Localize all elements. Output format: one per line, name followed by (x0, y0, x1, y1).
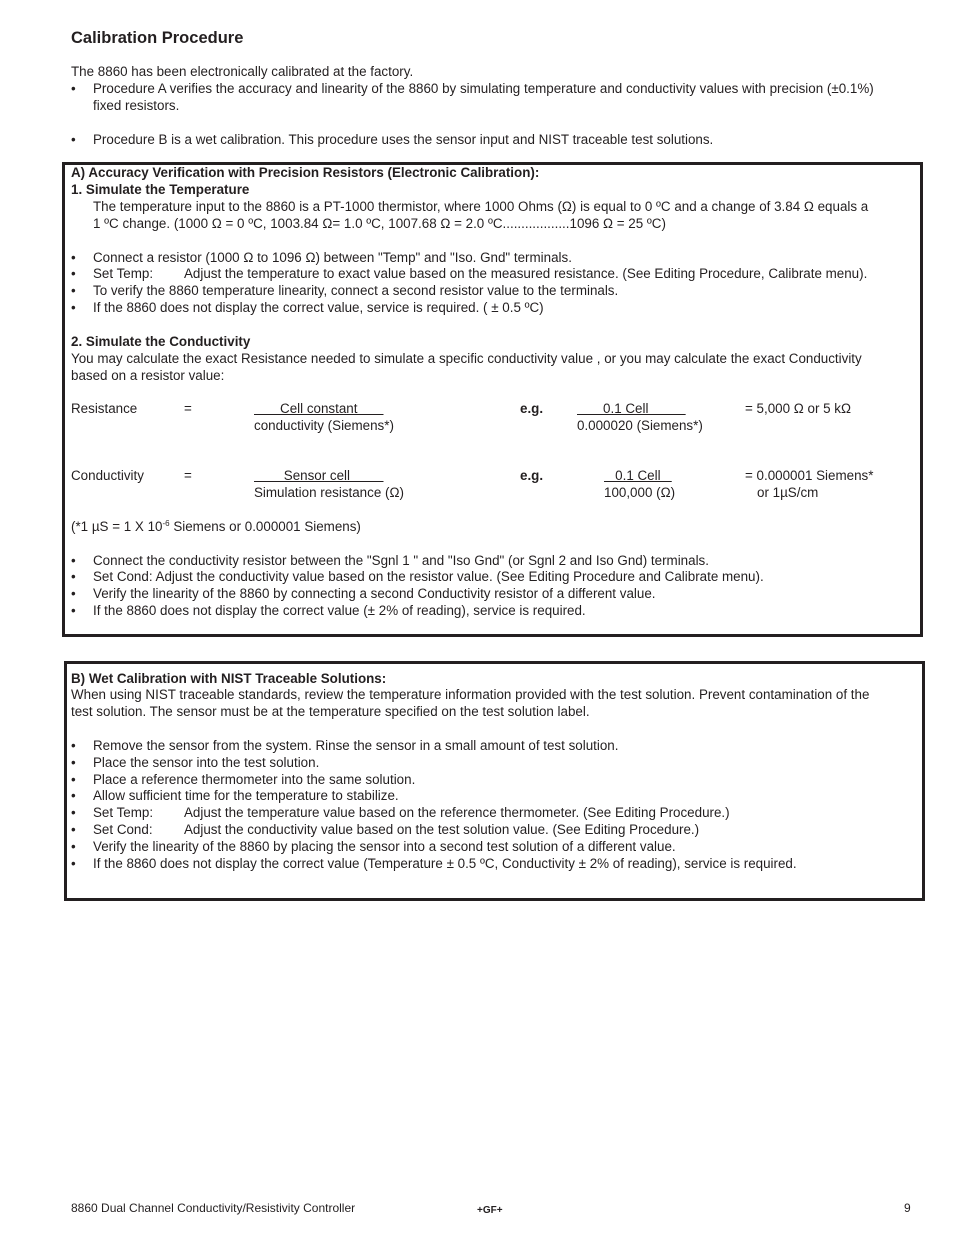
bullet-marker: • (71, 805, 76, 820)
section-b-bullet: If the 8860 does not display the correct value (Temperature ± 0.5 ºC, Conductivity ± 2% of reading), service is required. (93, 856, 797, 871)
section-b-bullet: Place the sensor into the test solution. (93, 755, 320, 770)
set-temp-label: Set Temp: (93, 266, 154, 281)
intro-bullet-a: Procedure A verifies the accuracy and linearity of the 8860 by simulating temperature and conductivity values with precision (±0.1%) (93, 81, 874, 96)
page-number: 9 (904, 1201, 911, 1215)
footer-product-name: 8860 Dual Channel Conductivity/Resistivity Controller (71, 1201, 356, 1215)
section-a-bullet: If the 8860 does not display the correct value, service is required. ( ± 0.5 ºC) (93, 300, 544, 315)
footnote-text: (*1 µS = 1 X 10 (71, 519, 163, 534)
bullet-marker: • (71, 603, 76, 618)
section-b-bullet: Verify the linearity of the 8860 by placing the sensor into a second test solution of a different value. (93, 839, 676, 854)
section-a-bullet: Verify the linearity of the 8860 by connecting a second Conductivity resistor of a different value. (93, 586, 656, 601)
formula-numerator: Sensor cell (254, 468, 384, 483)
section-a-sub2-heading: 2. Simulate the Conductivity (71, 334, 251, 349)
section-b-heading: B) Wet Calibration with NIST Traceable Solutions: (71, 671, 387, 686)
formula-conductivity-label: Conductivity (71, 468, 144, 483)
set-temp-label: Set Temp: (93, 805, 154, 820)
bullet-marker: • (71, 132, 76, 147)
section-a-sub1-text: 1 ºC change. (1000 Ω = 0 ºC, 1003.84 Ω= 1.0 ºC, 1007.68 Ω = 2.0 ºC..................1096 Ω = 25 ºC) (93, 216, 666, 231)
example-label: e.g. (520, 401, 544, 416)
footnote-exponent: -6 (162, 519, 170, 528)
bullet-marker: • (71, 283, 76, 298)
example-label: e.g. (520, 468, 544, 483)
section-a-bullet: Connect the conductivity resistor between the "Sgnl 1 " and "Iso Gnd" (or Sgnl 2 and Iso Gnd) terminals. (93, 553, 709, 568)
bullet-marker: • (71, 772, 76, 787)
section-b-bullet: Place a reference thermometer into the same solution. (93, 772, 416, 787)
example-numerator: 0.1 Cell (604, 468, 672, 483)
formula-equals: = (184, 401, 192, 416)
formula-resistance-label: Resistance (71, 401, 138, 416)
example-result-alt: or 1µS/cm (757, 485, 819, 500)
section-a-bullet: If the 8860 does not display the correct value (± 2% of reading), service is required. (93, 603, 586, 618)
formula-equals: = (184, 468, 192, 483)
bullet-marker: • (71, 81, 76, 96)
example-result: = 5,000 Ω or 5 kΩ (745, 401, 852, 416)
section-a-sub1-text: The temperature input to the 8860 is a PT-1000 thermistor, where 1000 Ohms (Ω) is equal to 0 ºC and a change of 3.84 Ω equals a (93, 199, 869, 214)
bullet-marker: • (71, 266, 76, 281)
section-a-sub1-heading: 1. Simulate the Temperature (71, 182, 250, 197)
section-b-text: test solution. The sensor must be at the temperature specified on the test solution label. (71, 704, 590, 719)
set-cond-label: Set Cond: (93, 822, 153, 837)
page-title: Calibration Procedure (71, 29, 244, 47)
formula-numerator: Cell constant (254, 401, 384, 416)
section-a-sub2-text: based on a resistor value: (71, 368, 225, 383)
section-b-bullet: Remove the sensor from the system. Rinse the sensor in a small amount of test solution. (93, 738, 619, 753)
siemens-footnote (71, 518, 361, 535)
section-a-sub2-text: You may calculate the exact Resistance needed to simulate a specific conductivity value , or you may calculate the exact Conductivity (71, 351, 862, 366)
gf-logo: +GF+ (477, 1205, 503, 1216)
bullet-marker: • (71, 250, 76, 265)
bullet-marker: • (71, 822, 76, 837)
formula-denominator: conductivity (Siemens*) (254, 418, 394, 433)
bullet-marker: • (71, 300, 76, 315)
bullet-marker: • (71, 839, 76, 854)
example-denominator: 0.000020 (Siemens*) (577, 418, 703, 433)
section-a-heading: A) Accuracy Verification with Precision Resistors (Electronic Calibration): (71, 165, 540, 180)
example-result: = 0.000001 Siemens* (745, 468, 874, 483)
bullet-marker: • (71, 755, 76, 770)
bullet-marker: • (71, 856, 76, 871)
bullet-marker: • (71, 788, 76, 803)
example-numerator: 0.1 Cell (577, 401, 686, 416)
bullet-marker: • (71, 738, 76, 753)
intro-text: The 8860 has been electronically calibrated at the factory. (71, 64, 414, 79)
bullet-marker: • (71, 586, 76, 601)
footnote-text: Siemens or 0.000001 Siemens) (169, 519, 361, 534)
bullet-marker: • (71, 569, 76, 584)
section-b-bullet: Allow sufficient time for the temperature to stabilize. (93, 788, 399, 803)
section-a-bullet: Set Cond: Adjust the conductivity value based on the resistor value. (See Editing Procedure and Calibrate menu). (93, 569, 764, 584)
set-temp-description: Adjust the temperature value based on the reference thermometer. (See Editing Procedure.) (184, 805, 730, 820)
intro-bullet-a-cont: fixed resistors. (93, 98, 180, 113)
intro-bullet-b: Procedure B is a wet calibration. This procedure uses the sensor input and NIST traceable test solutions. (93, 132, 714, 147)
section-a-bullet: To verify the 8860 temperature linearity, connect a second resistor value to the terminals. (93, 283, 619, 298)
bullet-marker: • (71, 553, 76, 568)
set-cond-description: Adjust the conductivity value based on the test solution value. (See Editing Procedure.) (184, 822, 700, 837)
formula-denominator: Simulation resistance (Ω) (254, 485, 404, 500)
section-b-text: When using NIST traceable standards, review the temperature information provided with the test solution. Prevent contamination of the (71, 687, 870, 702)
set-temp-description: Adjust the temperature to exact value based on the measured resistance. (See Editing Procedure, Calibrate menu). (184, 266, 868, 281)
example-denominator: 100,000 (Ω) (604, 485, 676, 500)
section-a-bullet: Connect a resistor (1000 Ω to 1096 Ω) between "Temp" and "Iso. Gnd" terminals. (93, 250, 572, 265)
